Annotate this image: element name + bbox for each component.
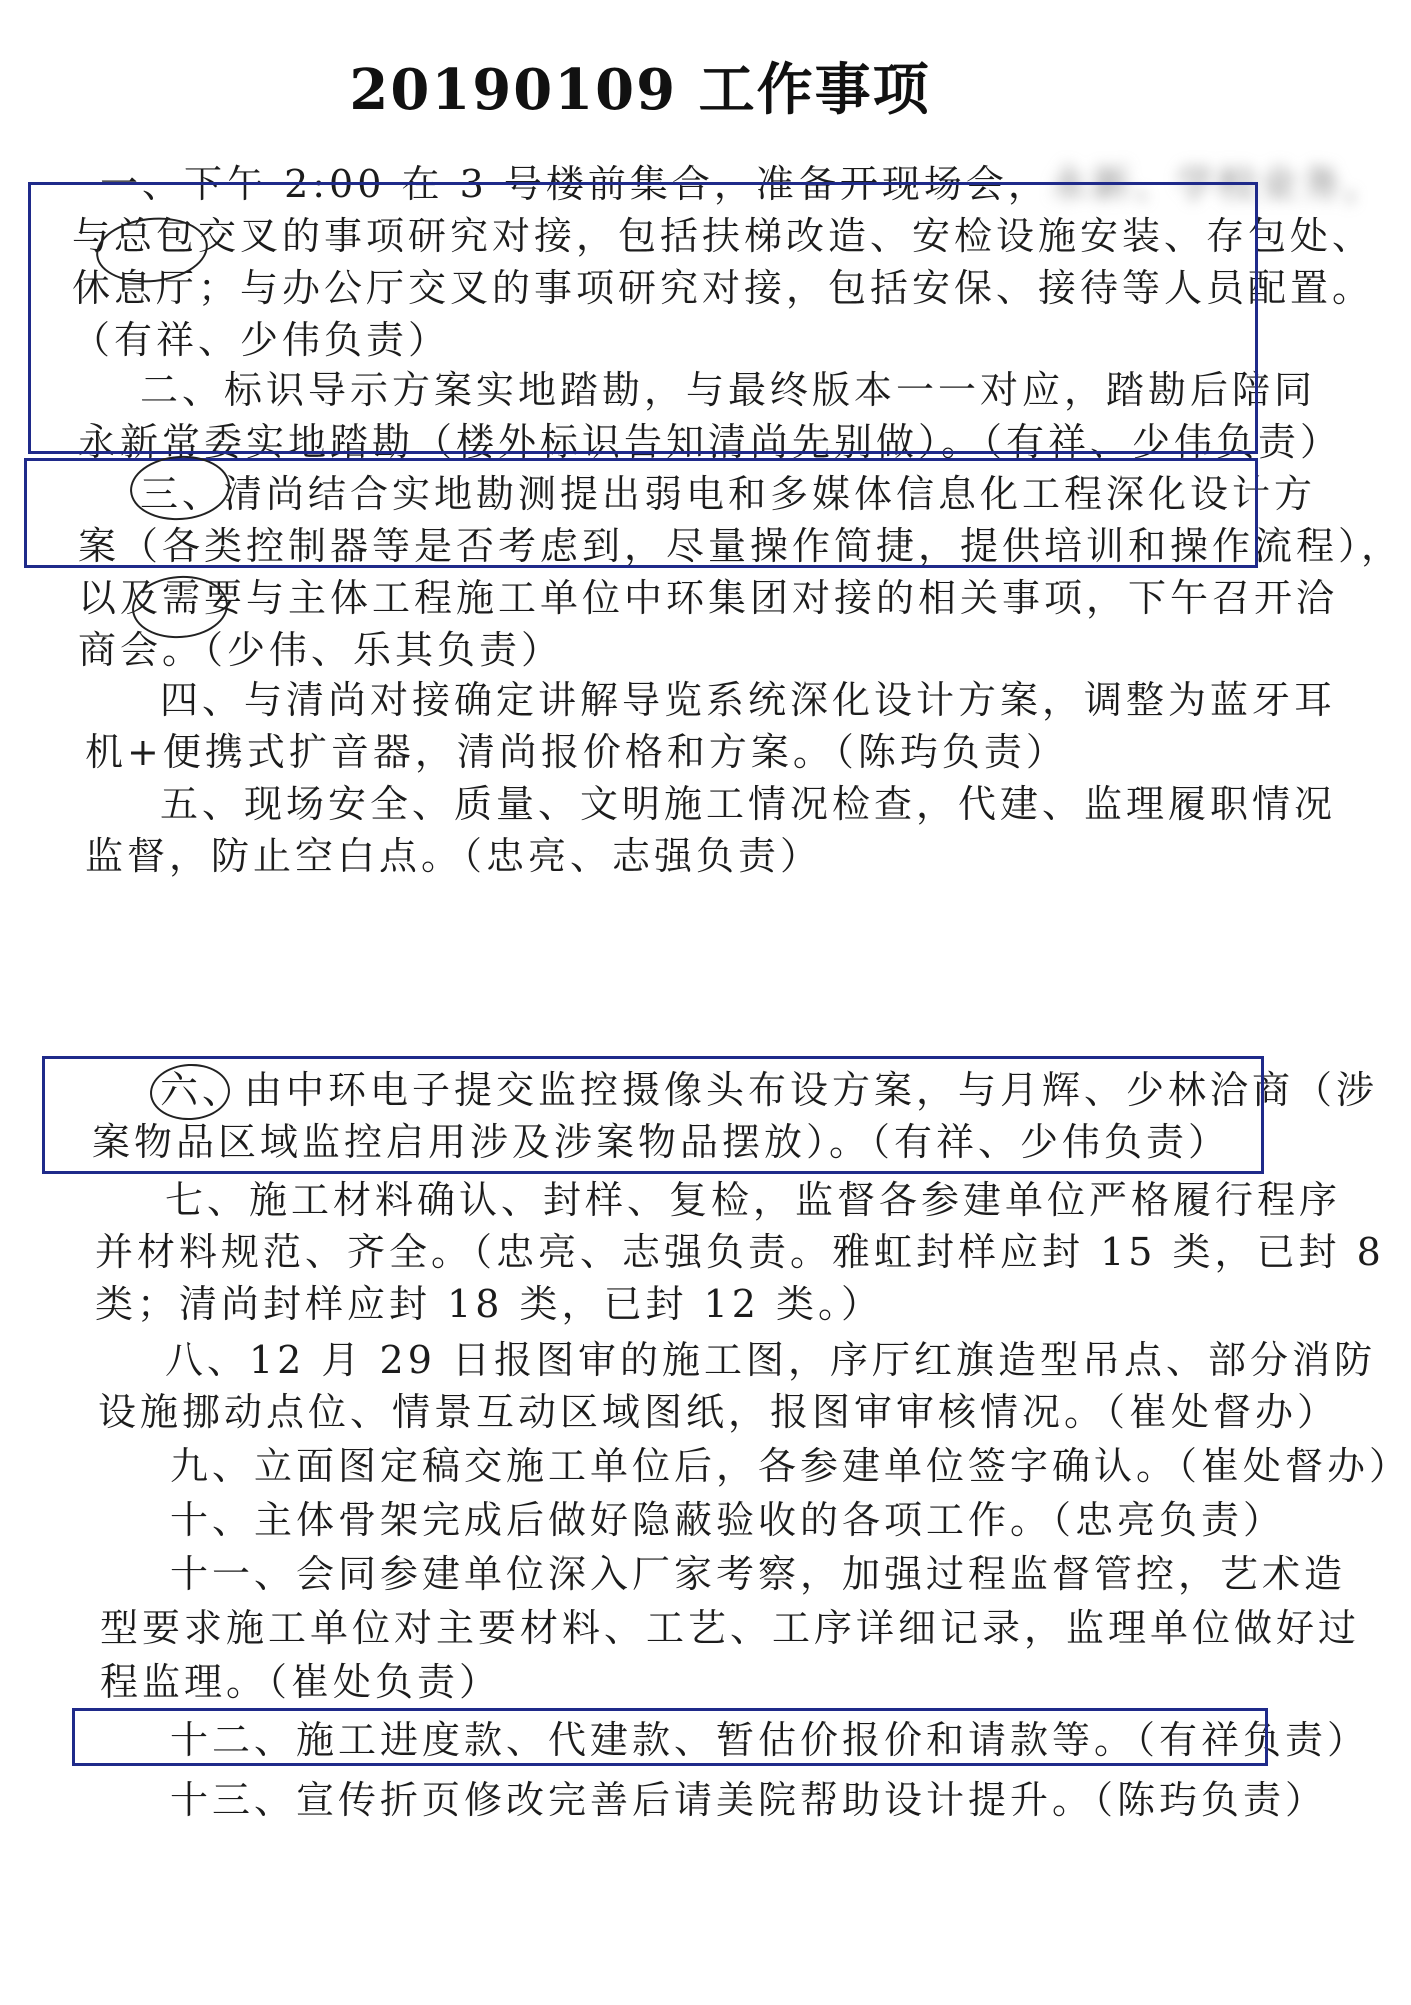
item-6-line-2: 案物品区域监控启用涉及涉案物品摆放）。（有祥、少伟负责）	[92, 1120, 1231, 1164]
item-10-line-1: 十、主体骨架完成后做好隐蔽验收的各项工作。（忠亮负责）	[170, 1498, 1286, 1542]
item-4-line-2: 机+便携式扩音器，清尚报价格和方案。（陈玙负责）	[85, 730, 1068, 774]
item-4-line-1: 四、与清尚对接确定讲解导览系统深化设计方案，调整为蓝牙耳	[160, 678, 1337, 722]
annotation-box-item-1	[28, 182, 1258, 454]
annotation-box-item-6	[42, 1056, 1264, 1174]
item-3-line-1: 三、清尚结合实地勘测提出弱电和多媒体信息化工程深化设计方	[140, 472, 1317, 516]
item-7-line-3: 类；清尚封样应封 18 类，已封 12 类。）	[95, 1282, 884, 1326]
item-12-line-1: 十二、施工进度款、代建款、暂估价报价和请款等。（有祥负责）	[170, 1718, 1370, 1762]
item-5-line-2: 监督，防止空白点。（忠亮、志强负责）	[85, 834, 823, 878]
item-6-line-1: 六、由中环电子提交监控摄像头布设方案，与月辉、少林洽商（涉	[160, 1068, 1379, 1112]
item-1-line-3: 休息厅；与办公厅交叉的事项研究对接，包括安保、接待等人员配置。	[72, 266, 1375, 310]
item-7-line-2: 并材料规范、齐全。（忠亮、志强负责。雅虹封样应封 15 类，已封 8	[95, 1230, 1385, 1274]
item-7-line-1: 七、施工材料确认、封样、复检，监督各参建单位严格履行程序	[165, 1178, 1342, 1222]
item-11-line-1: 十一、会同参建单位深入厂家考察，加强过程监督管控，艺术造	[170, 1552, 1347, 1596]
item-5-line-1: 五、现场安全、质量、文明施工情况检查，代建、监理履职情况	[160, 782, 1337, 826]
item-11-line-2: 型要求施工单位对主要材料、工艺、工序详细记录，监理单位做好过	[100, 1606, 1361, 1650]
annotation-box-item-12	[72, 1708, 1268, 1766]
document-title: 20190109 工作事项	[349, 57, 931, 123]
item-1-line-2: 与总包交叉的事项研究对接，包括扶梯改造、安检设施安装、存包处、	[72, 214, 1375, 258]
item-3-line-4: 商会。（少伟、乐其负责）	[78, 628, 564, 672]
item-13-line-1: 十三、宣传折页修改完善后请美院帮助设计提升。（陈玙负责）	[170, 1778, 1328, 1822]
item-11-line-3: 程监理。（崔处负责）	[100, 1660, 502, 1704]
item-1-line-4: （有祥、少伟负责）	[72, 318, 451, 362]
item-8-line-2: 设施挪动点位、情景互动区域图纸，报图审审核情况。（崔处督办）	[98, 1390, 1340, 1434]
item-3-line-2: 案（各类控制器等是否考虑到，尽量操作简捷，提供培训和操作流程），	[78, 524, 1404, 568]
redacted-text: 永新、学校业务，	[1049, 162, 1386, 206]
item-9-line-1: 九、立面图定稿交施工单位后，各参建单位签字确认。（崔处督办）	[170, 1444, 1411, 1488]
item-2-line-1: 二、标识导示方案实地踏勘，与最终版本一一对应，踏勘后陪同	[140, 368, 1317, 412]
item-8-line-1: 八、12 月 29 日报图审的施工图，序厅红旗造型吊点、部分消防	[165, 1338, 1376, 1382]
item-3-line-3: 以及需要与主体工程施工单位中环集团对接的相关事项，下午召开洽	[78, 576, 1339, 620]
item-1-line-1: 一、下午 2:00 在 3 号楼前集合，准备开现场会，永新、学校业务，	[100, 162, 1386, 206]
item-2-line-2: 永新常委实地踏勘（楼外标识告知清尚先别做）。（有祥、少伟负责）	[78, 420, 1343, 464]
